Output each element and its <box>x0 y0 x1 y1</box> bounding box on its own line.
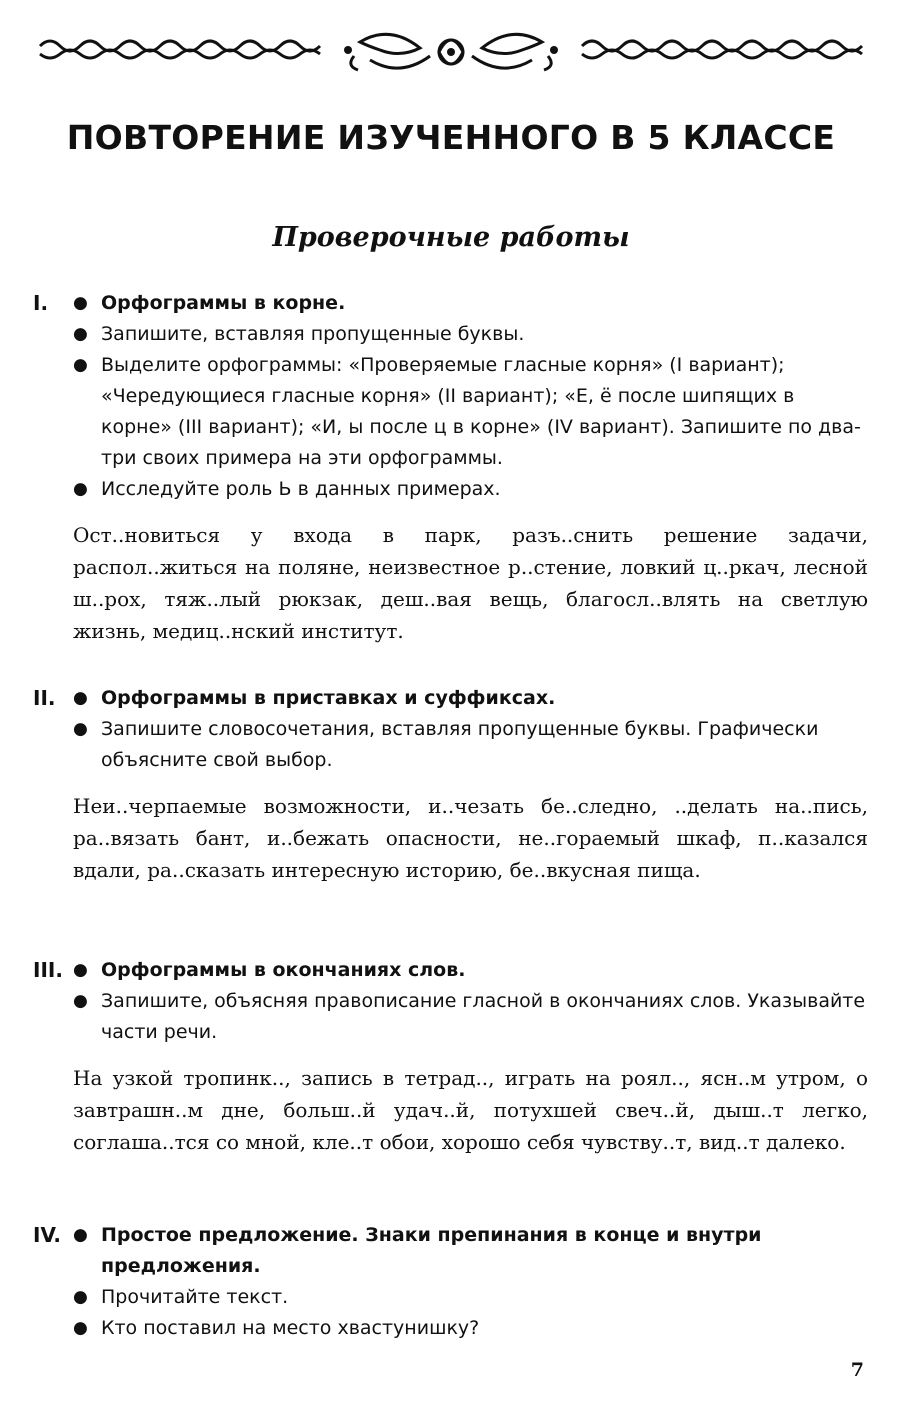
section-numeral: I. <box>33 291 49 315</box>
section-heading: Орфограммы в приставках и суффиксах. <box>101 687 556 709</box>
task-item <box>33 319 873 350</box>
task-item <box>33 1282 873 1313</box>
bullet-icon: ● <box>73 355 88 375</box>
task-item <box>33 714 873 776</box>
bullet-icon: ● <box>73 1225 88 1245</box>
section-3 <box>33 955 873 1158</box>
page-number: 7 <box>850 1359 864 1381</box>
section-heading: Орфограммы в окончаниях слов. <box>101 959 466 981</box>
bullet-icon: ● <box>73 324 88 344</box>
section-4 <box>33 1220 873 1344</box>
section-numeral: IV. <box>33 1223 61 1247</box>
section-heading-row <box>33 288 873 319</box>
section-heading: Орфограммы в корне. <box>101 292 346 314</box>
task-text: Запишите, вставляя пропущенные буквы. <box>101 323 525 345</box>
bullet-icon: ● <box>73 293 88 313</box>
task-text: Исследуйте роль Ь в данных примерах. <box>101 478 501 500</box>
section-heading: Простое предложение. Знаки препинания в конце и внутри предложения. <box>101 1224 762 1277</box>
decorative-ornament-header <box>30 22 872 80</box>
task-item <box>33 474 873 505</box>
page-subtitle: Проверочные работы <box>272 222 630 253</box>
page-title: ПОВТОРЕНИЕ ИЗУЧЕННОГО В 5 КЛАССЕ <box>66 118 836 157</box>
task-item <box>33 1313 873 1344</box>
section-heading-row <box>33 1220 873 1282</box>
bullet-icon: ● <box>73 960 88 980</box>
task-text: Запишите словосочетания, вставляя пропущенные буквы. Графически объясните свой выбор. <box>101 718 819 771</box>
task-text: Кто поставил на место хвастунишку? <box>101 1317 480 1339</box>
section-1 <box>33 288 873 647</box>
bullet-icon: ● <box>73 688 88 708</box>
bullet-icon: ● <box>73 1318 88 1338</box>
bullet-icon: ● <box>73 1287 88 1307</box>
section-numeral: III. <box>33 958 63 982</box>
section-heading-row <box>33 955 873 986</box>
bullet-icon: ● <box>73 991 88 1011</box>
section-heading-row <box>33 683 873 714</box>
bullet-icon: ● <box>73 719 88 739</box>
task-item <box>33 986 873 1048</box>
section-2 <box>33 683 873 886</box>
task-item <box>33 350 873 474</box>
task-text: Прочитайте текст. <box>101 1286 289 1308</box>
section-numeral: II. <box>33 686 56 710</box>
exercise-text: Неи..черпаемые возможности, и..чезать бе..следно, ..делать на..пись, ра..вязать бант, и..бежать опасности, не..гораемый шкаф, п..казался вдали, ра..сказать интересную историю, бе..вкусная пища. <box>73 794 868 882</box>
task-text: Запишите, объясняя правописание гласной в окончаниях слов. Указывайте части речи. <box>101 990 866 1043</box>
exercise-text: Ост..новиться у входа в парк, разъ..снить решение задачи, распол..житься на поляне, неизвестное р..стение, ловкий ц..ркач, лесной ш..рох, тяж..лый рюкзак, деш..вая вещь, благосл..влять на светлую жизнь, медиц..нский институт. <box>73 523 868 643</box>
task-text: Выделите орфограммы: «Проверяемые гласные корня» (I вариант); «Чередующиеся гласные корня» (II вариант); «Е, ё после шипящих в корне» (III вариант); «И, ы после ц в корне» (IV вариант). Запишите по два-три своих примера на эти орфограммы. <box>101 354 861 469</box>
exercise-text: На узкой тропинк.., запись в тетрад.., играть на роял.., ясн..м утром, о завтрашн..м дне, больш..й удач..й, потухшей свеч..й, дыш..т легко, соглаша..тся со мной, кле..т обои, хорошо себя чувству..т, вид..т далеко. <box>73 1066 868 1154</box>
bullet-icon: ● <box>73 479 88 499</box>
